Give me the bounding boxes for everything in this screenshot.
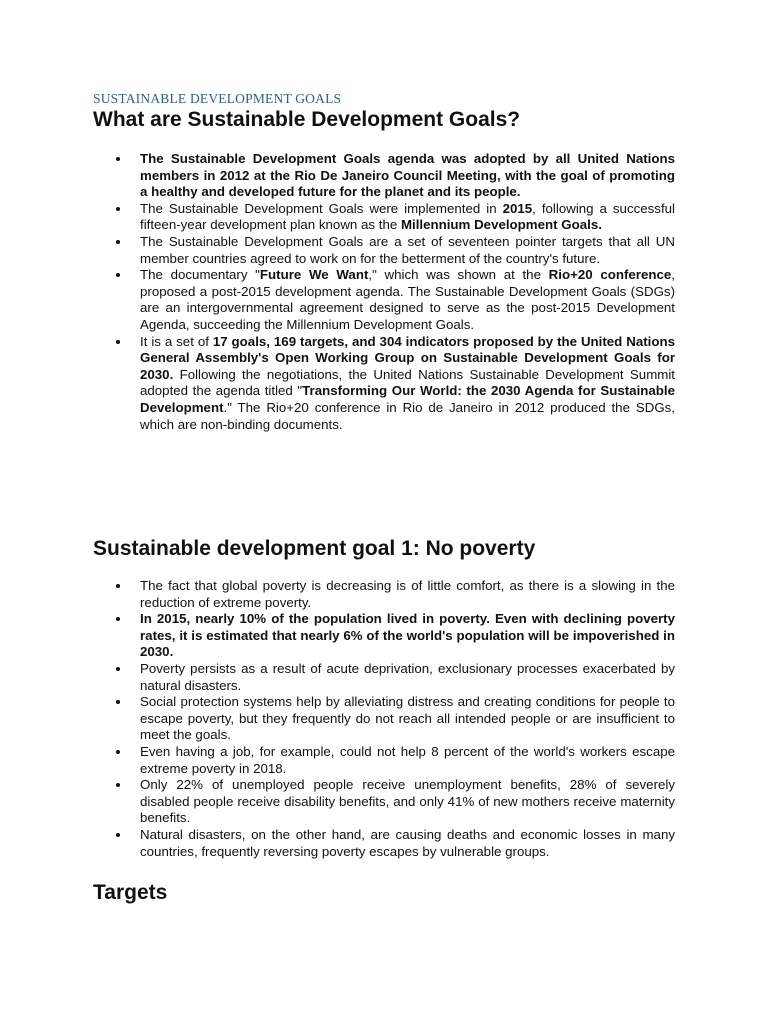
- bold-text-run: Transforming Our World: the 2030 Agenda for Sustainable Development: [140, 383, 675, 415]
- text-run: Only 22% of unemployed people receive unemployment benefits, 28% of severely disabled people receive disability benefits, and only 41% of new mothers receive maternity benefits.: [140, 777, 675, 826]
- bold-text-run: 17 goals, 169 targets, and 304 indicators proposed by the United Nations General Assembly's Open Working Group on Sustainable Development Goals for 2030.: [140, 333, 675, 382]
- bold-text-run: Millennium Development Goals.: [400, 217, 602, 233]
- bullet-dot-icon: [116, 157, 120, 161]
- bullet-dot-icon: [116, 833, 120, 837]
- list-item: [93, 334, 675, 434]
- list-item: [93, 578, 675, 611]
- text-run: ." The Rio+20 conference in Rio de Janeiro in 2012 produced the SDGs, which are non-binding documents.: [140, 399, 675, 432]
- bullet-dot-icon: [116, 667, 120, 671]
- bullet-dot-icon: [116, 783, 120, 787]
- bold-text-run: Future We Want: [259, 267, 369, 283]
- list-item: [93, 234, 675, 267]
- text-run: , proposed a post-2015 development agenda. The Sustainable Development Goals (SDGs) are an intergovernmental agreement designed to serve as the post-2015 Development Agenda, succeeding the Millennium Development Goals.: [140, 267, 675, 332]
- bold-text-run: 2015: [502, 200, 533, 216]
- text-run: Poverty persists as a result of acute deprivation, exclusionary processes exacerbated by natural disasters.: [140, 660, 675, 693]
- targets-heading: Targets: [93, 881, 168, 904]
- text-run: ," which was shown at the: [368, 267, 549, 283]
- bullet-dot-icon: [116, 584, 120, 588]
- bullet-dot-icon: [116, 240, 120, 244]
- text-run: Natural disasters, on the other hand, are causing deaths and economic losses in many countries, frequently reversing poverty escapes by vulnerable groups.: [140, 826, 675, 859]
- bullet-dot-icon: [116, 700, 120, 704]
- bullet-dot-icon: [116, 340, 120, 344]
- list-item: [93, 267, 675, 333]
- text-run: Following the negotiations, the United Nations Sustainable Development Summit adopted the agenda titled ": [140, 366, 675, 399]
- bold-text-run: The Sustainable Development Goals agenda was adopted by all United Nations members in 2012 at the Rio De Janeiro Council Meeting, with the goal of promoting a healthy and developed future for the planet and its people.: [140, 151, 675, 200]
- list-item: [93, 611, 675, 661]
- list-item: [93, 661, 675, 694]
- bullet-dot-icon: [116, 617, 120, 621]
- text-run: Even having a job, for example, could not help 8 percent of the world's workers escape extreme poverty in 2018.: [140, 743, 675, 776]
- list-item: [93, 694, 675, 744]
- goal1-heading: Sustainable development goal 1: No poverty: [93, 537, 536, 560]
- intro-bullet-list: [93, 151, 675, 433]
- text-run: Social protection systems help by alleviating distress and creating conditions for people to escape poverty, but they frequently do not reach all intended people or are insufficient to meet the goals.: [140, 694, 675, 743]
- bullet-dot-icon: [116, 273, 120, 277]
- list-item: [93, 151, 675, 201]
- text-run: , following a successful fifteen-year development plan known as the: [140, 200, 675, 233]
- page-title: What are Sustainable Development Goals?: [93, 108, 521, 131]
- bullet-dot-icon: [116, 750, 120, 754]
- text-run: The fact that global poverty is decreasing is of little comfort, as there is a slowing in the reduction of extreme poverty.: [140, 578, 675, 610]
- list-item: [93, 201, 675, 234]
- bold-text-run: Rio+20 conference: [548, 267, 672, 283]
- text-run: The Sustainable Development Goals were implemented in: [140, 200, 503, 216]
- list-item: [93, 777, 675, 827]
- section-kicker: SUSTAINABLE DEVELOPMENT GOALS: [93, 91, 342, 106]
- goal1-bullet-list: [93, 578, 675, 860]
- text-run: The Sustainable Development Goals are a set of seventeen pointer targets that all UN member countries agreed to work on for the betterment of the country's future.: [140, 233, 675, 266]
- list-item: [93, 827, 675, 860]
- list-item: [93, 744, 675, 777]
- text-run: It is a set of: [140, 333, 213, 349]
- bold-text-run: In 2015, nearly 10% of the population lived in poverty. Even with declining poverty rates, it is estimated that nearly 6% of the world's population will be impoverished in 2030.: [140, 611, 675, 660]
- text-run: The documentary ": [140, 267, 260, 283]
- bullet-dot-icon: [116, 207, 120, 211]
